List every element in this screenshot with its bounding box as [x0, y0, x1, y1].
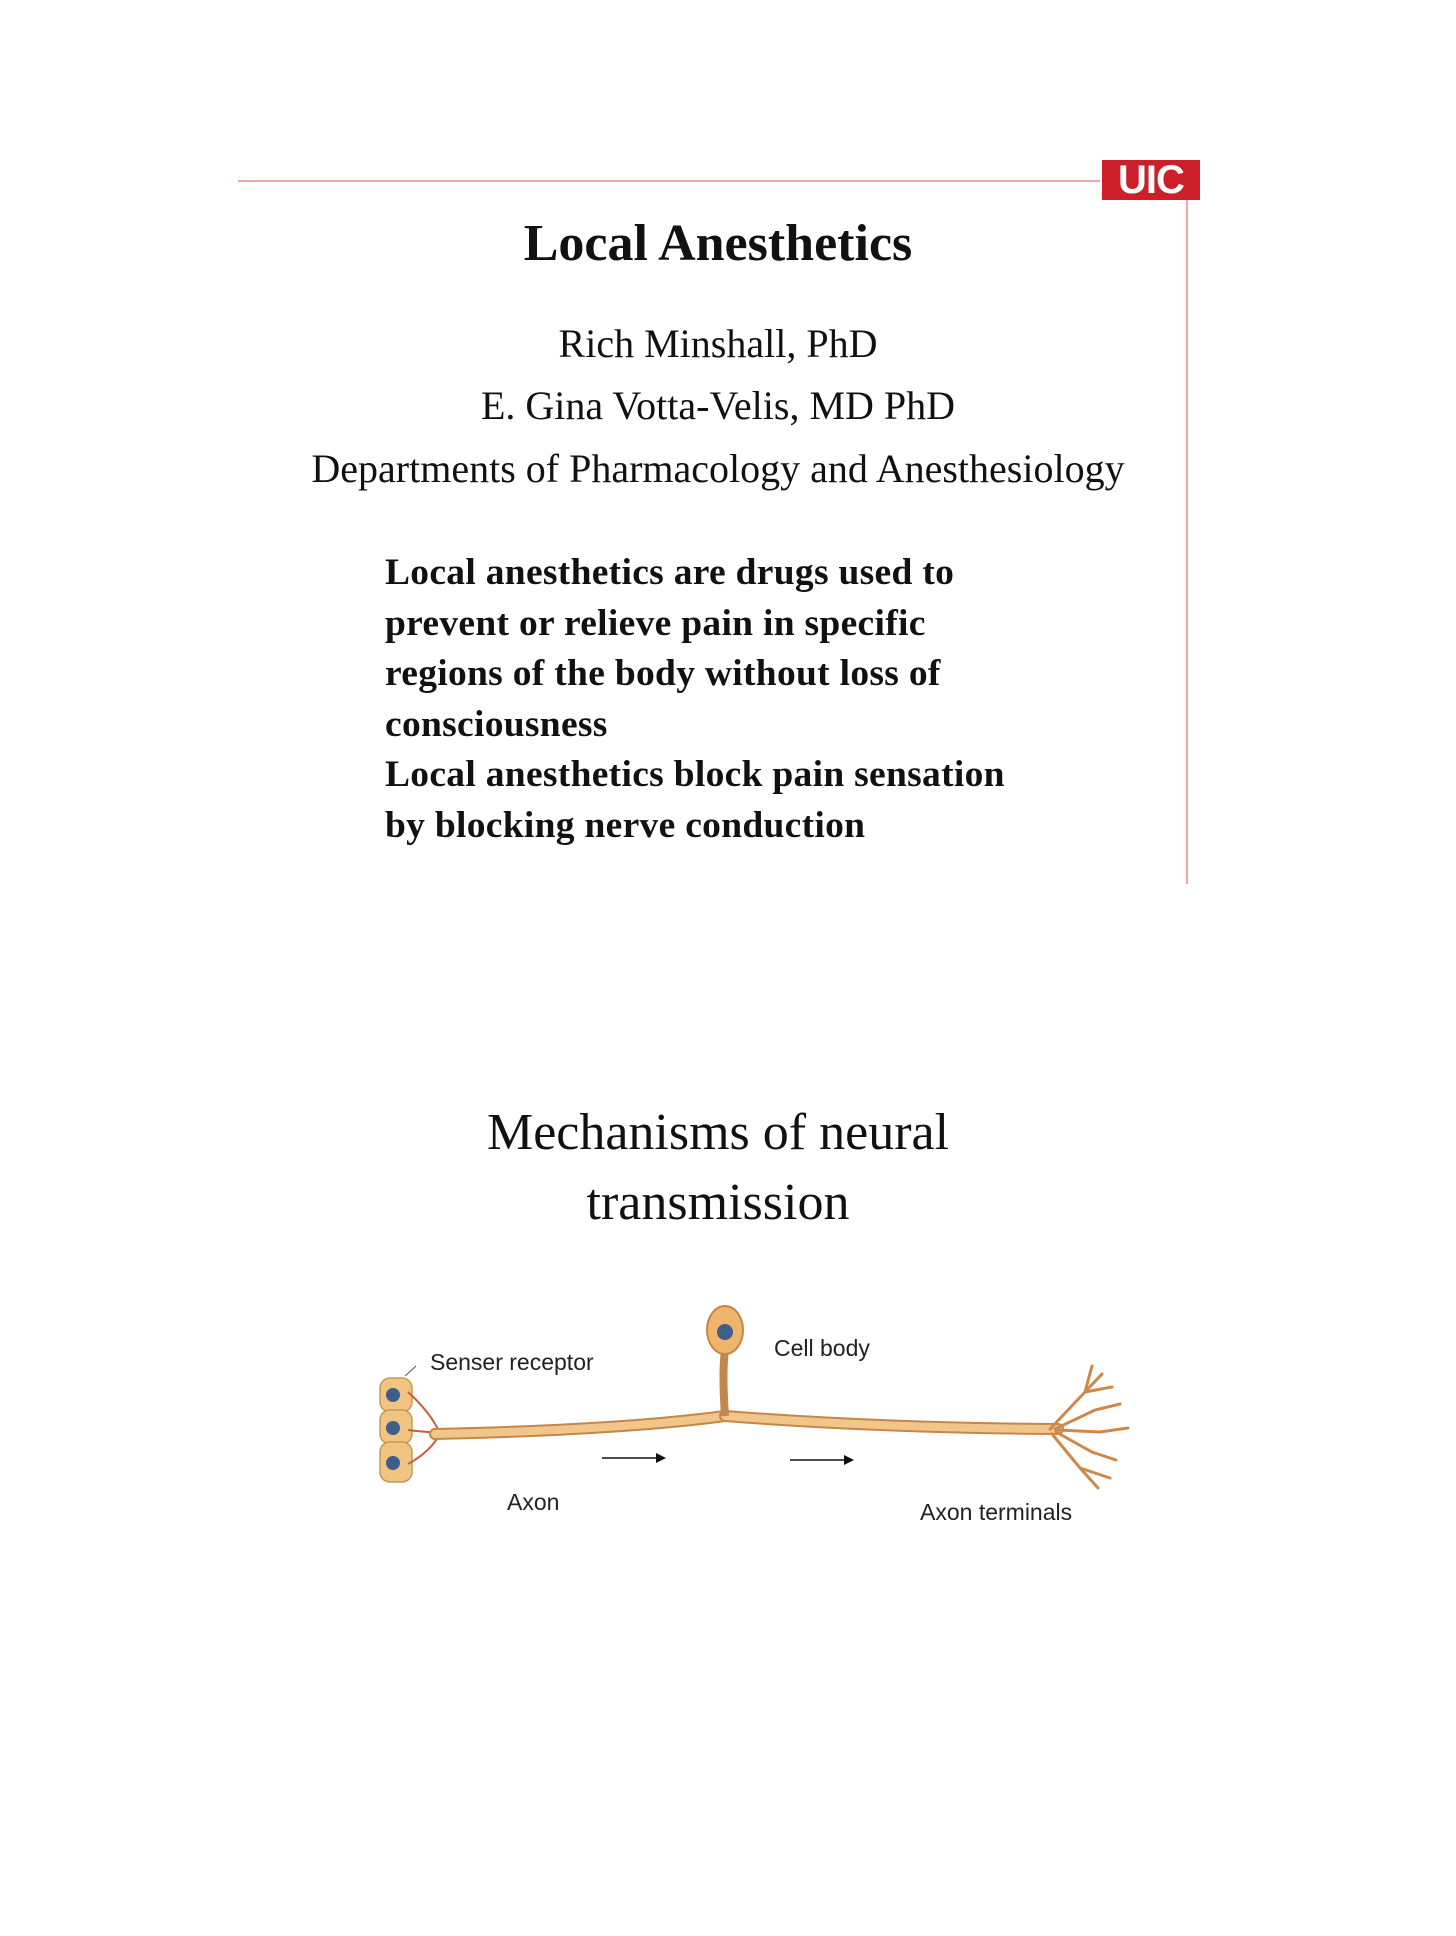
- definition-line: consciousness: [385, 703, 608, 745]
- definition-line: by blocking nerve conduction: [385, 804, 866, 846]
- cell-body: [707, 1306, 743, 1416]
- slide2-title-line: Mechanisms of neural: [486, 1104, 950, 1161]
- author-2: E. Gina Votta-Velis, MD PhD: [480, 383, 956, 428]
- slide2-title: [238, 1098, 1198, 1238]
- definition-line: regions of the body without loss of: [385, 653, 941, 694]
- uic-logo: UIC: [1102, 160, 1200, 200]
- label-receptor: Senser receptor: [430, 1349, 594, 1375]
- slide-title: Local Anesthetics: [523, 215, 913, 272]
- direction-arrows: [602, 1453, 854, 1465]
- definition-line: Local anesthetics are drugs used to: [385, 552, 955, 593]
- central-axon: [725, 1416, 1058, 1429]
- definition-text: [385, 548, 1115, 851]
- slide2-title-line: transmission: [586, 1174, 850, 1231]
- side-rule: [1186, 198, 1188, 884]
- neuron-diagram: [280, 1292, 1140, 1524]
- label-cell-body: Cell body: [774, 1335, 870, 1361]
- top-rule: [238, 180, 1100, 182]
- department: Departments of Pharmacology and Anesthesiology: [311, 446, 1125, 491]
- definition-line: Local anesthetics block pain sensation: [385, 754, 1005, 795]
- definition-line: prevent or relieve pain in specific: [385, 602, 926, 644]
- label-axon: Axon: [507, 1489, 560, 1515]
- receptor-pointer: [405, 1366, 416, 1376]
- axon-terminals: [1050, 1366, 1128, 1488]
- label-axon-terminals: Axon terminals: [920, 1499, 1073, 1524]
- peripheral-axon: [435, 1416, 725, 1434]
- author-1: Rich Minshall, PhD: [558, 321, 878, 366]
